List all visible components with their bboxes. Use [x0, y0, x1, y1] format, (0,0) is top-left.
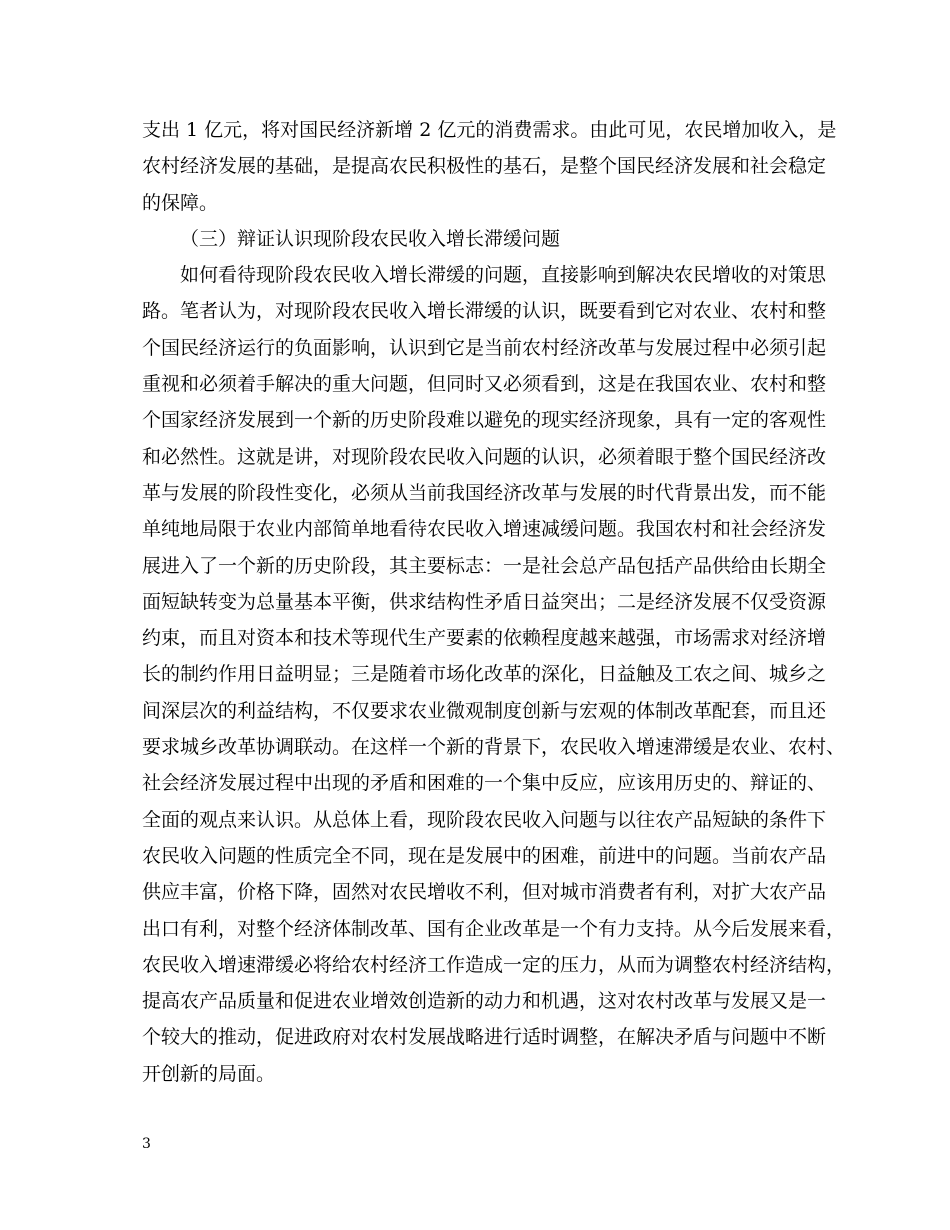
- text-line: 个国民经济运行的负面影响，认识到它是当前农村经济改革与发展过程中必须引起: [142, 336, 827, 359]
- text-line: 农民收入增速滞缓必将给农村经济工作造成一定的压力，从而为调整农村经济结构，: [142, 953, 846, 976]
- text-line: 的保障。: [142, 191, 219, 214]
- text-line: 和必然性。这就是讲，对现阶段农民收入问题的认识，必须着眼于整个国民经济改: [142, 445, 827, 468]
- page-number: 3: [142, 1136, 151, 1152]
- text-line: 个较大的推动，促进政府对农村发展战略进行适时调整，在解决矛盾与问题中不断: [142, 1026, 827, 1049]
- text-line: 供应丰富，价格下降，固然对农民增收不利，但对城市消费者有利，对扩大农产品: [142, 881, 827, 904]
- text-line: 要求城乡改革协调联动。在这样一个新的背景下，农民收入增速滞缓是农业、农村、: [142, 736, 846, 759]
- text-line: 支出 1 亿元，将对国民经济新增 2 亿元的消费需求。由此可见，农民增加收入，是: [142, 119, 837, 141]
- text-line: 个国家经济发展到一个新的历史阶段难以避免的现实经济现象，具有一定的客观性: [142, 409, 827, 432]
- text-line: 革与发展的阶段性变化，必须从当前我国经济改革与发展的时代背景出发，而不能: [142, 481, 827, 504]
- text-line: 开创新的局面。: [142, 1062, 276, 1085]
- text-line: 出口有利，对整个经济体制改革、国有企业改革是一个有力支持。从今后发展来看，: [142, 917, 846, 940]
- text-line: 农民收入问题的性质完全不同，现在是发展中的困难，前进中的问题。当前农产品: [142, 844, 827, 867]
- paragraph-first-line: 如何看待现阶段农民收入增长滞缓的问题，直接影响到解决农民增收的对策思: [180, 264, 827, 287]
- text-line: 面短缺转变为总量基本平衡，供求结构性矛盾日益突出；二是经济发展不仅受资源: [142, 590, 827, 613]
- section-heading: （三）辩证认识现阶段农民收入增长滞缓问题: [180, 227, 561, 250]
- text-line: 全面的观点来认识。从总体上看，现阶段农民收入问题与以往农产品短缺的条件下: [142, 808, 827, 831]
- text-line: 路。笔者认为，对现阶段农民收入增长滞缓的认识，既要看到它对农业、农村和整: [142, 300, 827, 323]
- text-line: 长的制约作用日益明显；三是随着市场化改革的深化，日益触及工农之间、城乡之: [142, 663, 827, 686]
- text-line: 约束，而且对资本和技术等现代生产要素的依赖程度越来越强，市场需求对经济增: [142, 627, 827, 650]
- text-line: 间深层次的利益结构，不仅要求农业微观制度创新与宏观的体制改革配套，而且还: [142, 699, 827, 722]
- text-line: 社会经济发展过程中出现的矛盾和困难的一个集中反应，应该用历史的、辩证的、: [142, 772, 827, 795]
- text-line: 提高农产品质量和促进农业增效创造新的动力和机遇，这对农村改革与发展又是一: [142, 990, 827, 1013]
- text-line: 重视和必须着手解决的重大问题，但同时又必须看到，这是在我国农业、农村和整: [142, 373, 827, 396]
- text-line: 展进入了一个新的历史阶段，其主要标志：一是社会总产品包括产品供给由长期全: [142, 554, 827, 577]
- text-line: 农村经济发展的基础，是提高农民积极性的基石，是整个国民经济发展和社会稳定: [142, 155, 827, 178]
- text-line: 单纯地局限于农业内部简单地看待农民收入增速减缓问题。我国农村和社会经济发: [142, 518, 827, 541]
- body-text: [142, 112, 846, 1092]
